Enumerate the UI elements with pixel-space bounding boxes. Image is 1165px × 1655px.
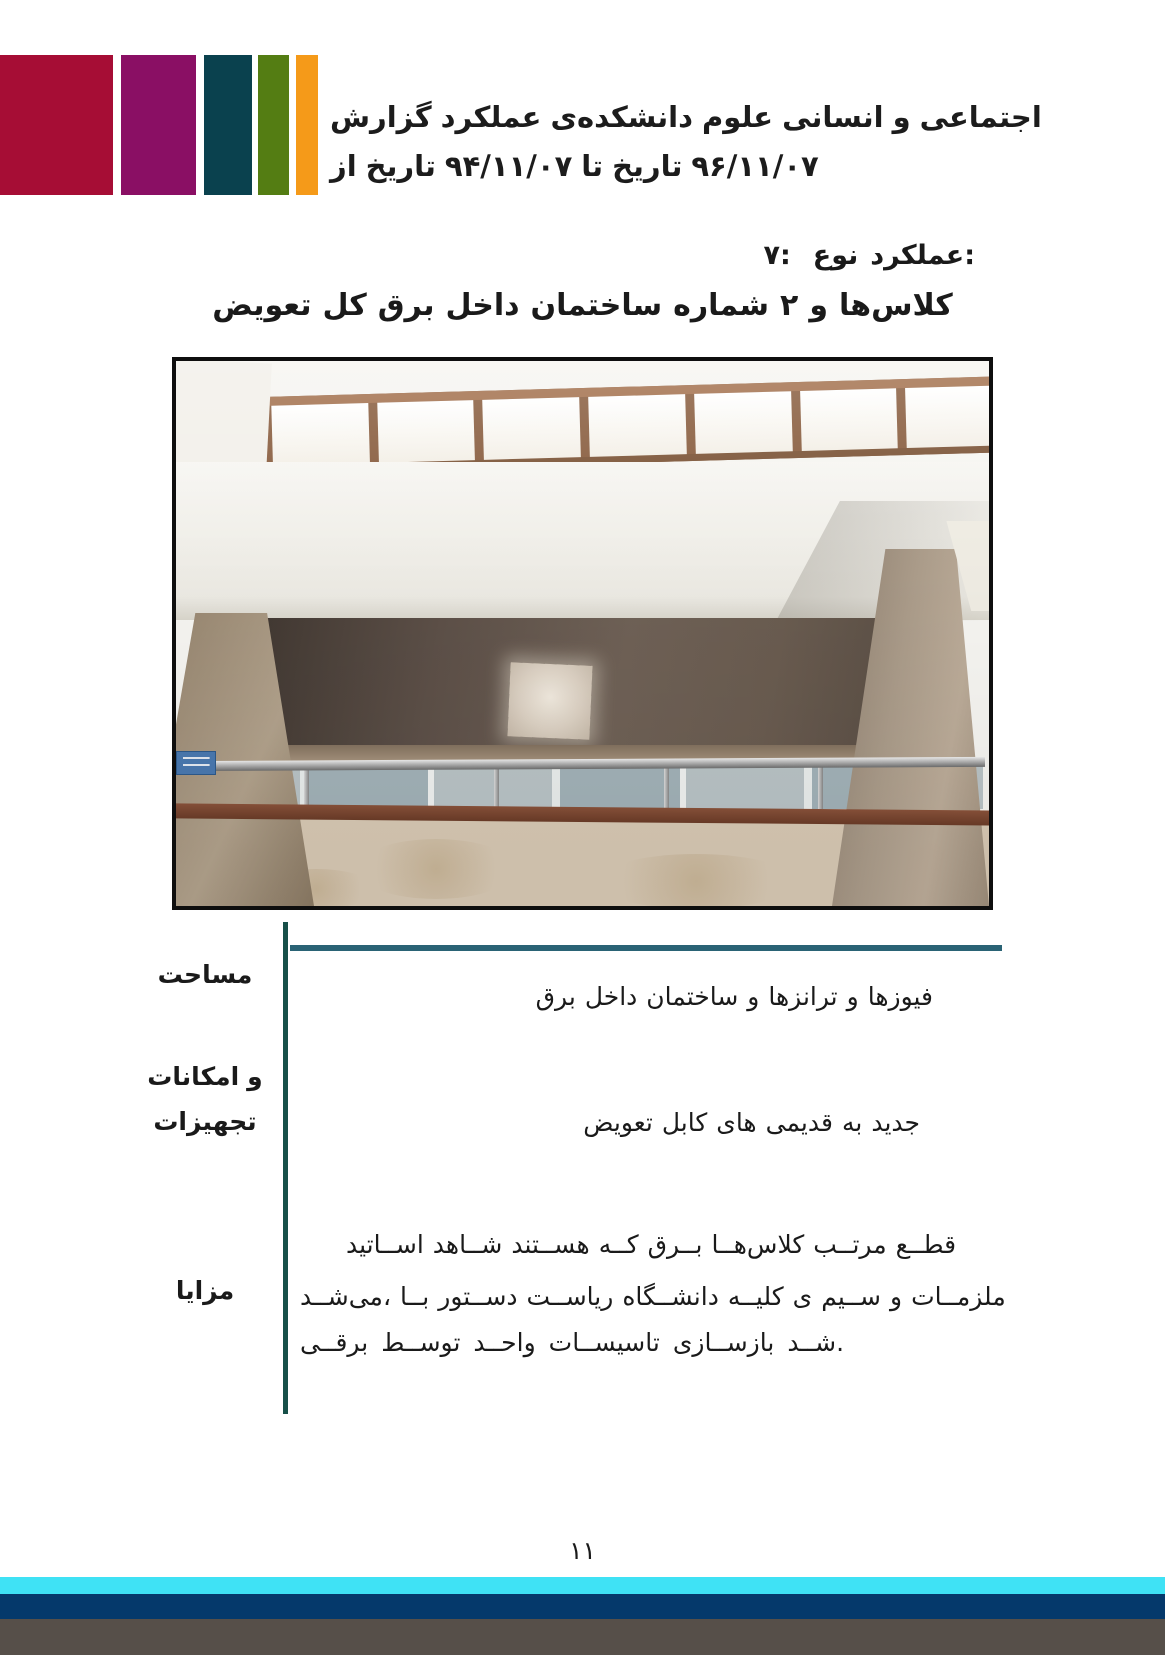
photo-building-interior	[172, 357, 993, 910]
section-heading	[763, 240, 975, 271]
palette-block-green	[258, 55, 289, 195]
palette-block-crimson	[0, 55, 113, 195]
palette-block-magenta	[121, 55, 196, 195]
section-number: ۷:	[763, 240, 791, 271]
activity-title: تعویض کل برق داخل ساختمان شماره ۲ و کلاس‌ها	[212, 288, 953, 323]
benefits-paragraph-line3: برقــی توســط واحــد تاسیســات بازســازی شــد.	[300, 1328, 845, 1357]
palette-block-orange	[296, 55, 318, 195]
table-vertical-line	[283, 922, 288, 1414]
footer-bar-navy	[0, 1594, 1165, 1619]
cell-area-value: برق داخل ساختمان و ترانزها و فیوزها	[535, 982, 933, 1011]
section-heading-label: نوع عملکرد:	[812, 240, 975, 271]
footer-bar-gray	[0, 1619, 1165, 1655]
benefits-paragraph-line2: می‌شــد، بــا دســتور ریاســت دانشــگاه کلیــه ی ســیم و ملزمــات	[300, 1282, 1006, 1311]
report-date-range: از تاریخ ۹۴/۱۱/۰۷ تا تاریخ ۹۶/۱۱/۰۷	[330, 149, 819, 183]
footer-bar-cyan	[0, 1577, 1165, 1594]
label-benefits: مزایا	[175, 1276, 235, 1305]
photo-vignette	[176, 361, 989, 906]
table-double-rule	[290, 945, 1002, 951]
label-facilities-equipment: امکانات و تجهیزات	[147, 1062, 263, 1136]
label-area: مساحت	[157, 960, 253, 989]
palette-block-teal	[204, 55, 252, 195]
cell-facilities-value: تعویض کابل های قدیمی به جدید	[583, 1108, 920, 1137]
page-number: ۱۱	[569, 1536, 596, 1565]
report-title: گزارش عملکرد دانشکده‌ی علوم انسانی و اجتماعی	[330, 100, 1042, 134]
benefits-paragraph-line1: اســاتید شــاهد هســتند کــه بــرق کلاس‌هــا مرتــب قطــع	[346, 1230, 957, 1259]
